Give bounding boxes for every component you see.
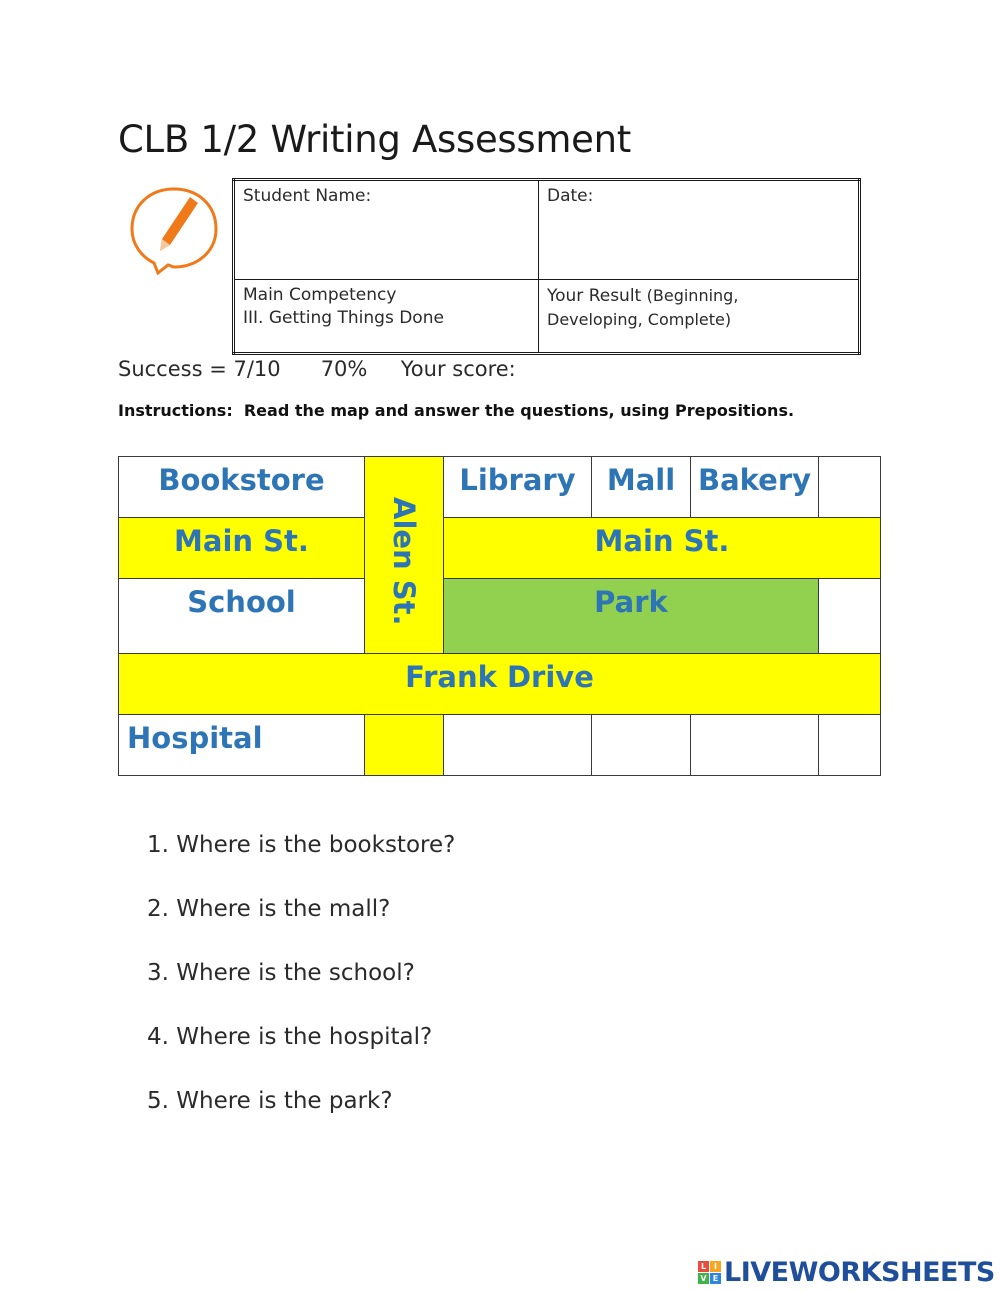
success-criteria: Success = 7/10 70% Your score:	[118, 357, 516, 381]
question-3: 3. Where is the school?	[147, 960, 415, 986]
map-main-st-left: Main St.	[118, 517, 365, 579]
map-frank-drive: Frank Drive	[118, 653, 881, 715]
question-1: 1. Where is the bookstore?	[147, 832, 456, 858]
brand-name: LIVEWORKSHEETS	[724, 1257, 995, 1288]
result-options-cont: Developing, Complete)	[547, 310, 732, 329]
map-alen-st-continued	[364, 714, 444, 776]
map-empty-cell	[818, 456, 881, 518]
map-bakery: Bakery	[690, 456, 819, 518]
competency-label: Main Competency	[243, 285, 397, 305]
map-hospital: Hospital	[118, 714, 365, 776]
map-library: Library	[443, 456, 592, 518]
student-name-cell[interactable]	[234, 180, 539, 280]
competency-value: III. Getting Things Done	[243, 308, 444, 328]
map-alen-st: Alen St.	[364, 456, 444, 654]
question-list	[147, 832, 455, 1152]
page-title: CLB 1/2 Writing Assessment	[118, 118, 631, 161]
map-empty-cell	[818, 578, 881, 654]
map-main-st-right: Main St.	[443, 517, 881, 579]
date-label: Date:	[547, 186, 594, 206]
competency-cell	[234, 280, 539, 354]
result-cell[interactable]	[539, 280, 860, 354]
town-map	[118, 456, 881, 776]
map-empty-cell	[443, 714, 592, 776]
map-empty-cell	[818, 714, 881, 776]
map-mall: Mall	[591, 456, 691, 518]
liveworksheets-icon: L I V E	[698, 1261, 721, 1284]
map-empty-cell	[690, 714, 819, 776]
student-info-table	[232, 178, 861, 355]
map-park: Park	[443, 578, 819, 654]
result-options: (Beginning,	[646, 286, 739, 305]
question-4: 4. Where is the hospital?	[147, 1024, 433, 1050]
map-school: School	[118, 578, 365, 654]
liveworksheets-logo	[698, 1257, 995, 1288]
result-label: Your Result	[547, 286, 642, 306]
pencil-icon	[128, 183, 220, 275]
student-name-label: Student Name:	[243, 186, 372, 206]
instructions: Instructions: Read the map and answer the questions, using Prepositions.	[118, 401, 795, 420]
date-cell[interactable]	[539, 180, 860, 280]
map-bookstore: Bookstore	[118, 456, 365, 518]
map-empty-cell	[591, 714, 691, 776]
question-2: 2. Where is the mall?	[147, 896, 391, 922]
question-5: 5. Where is the park?	[147, 1088, 393, 1114]
